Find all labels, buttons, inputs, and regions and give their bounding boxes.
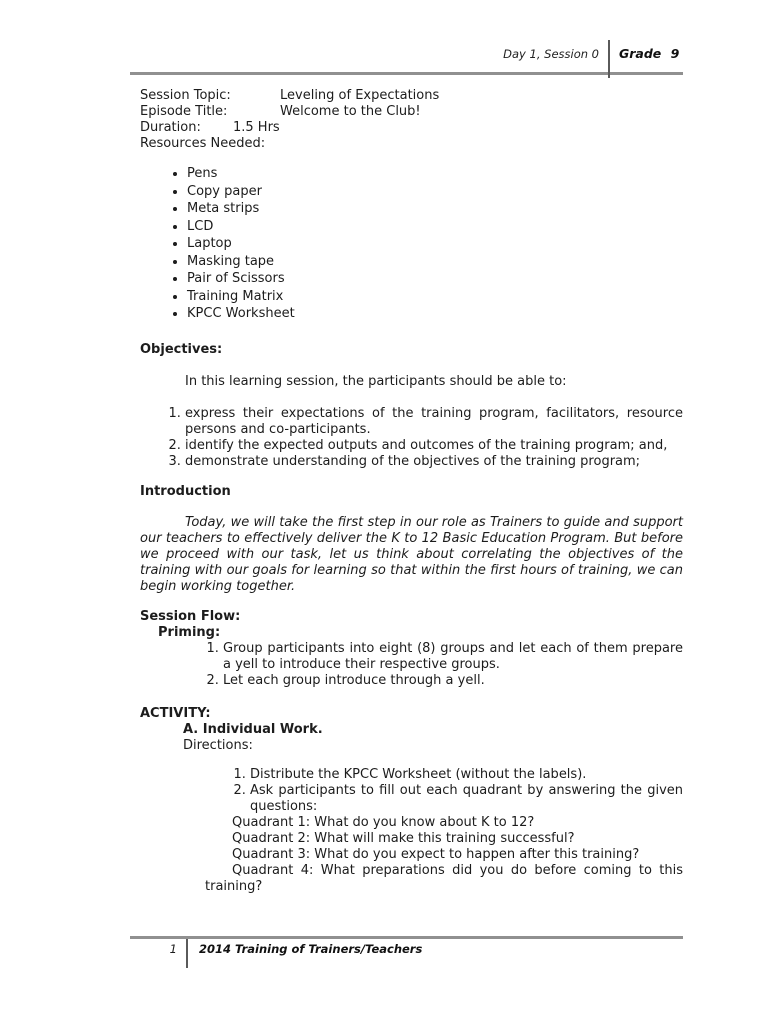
introduction-paragraph: Today, we will take the first step in our role as Trainers to guide and support our teachers to effectively deliver the K to 12 Basic Education Program. But before we proceed with our task, let us think about correlating the objectives of the training with our goals for learning so that within the first hours of training, we can begin working together. bbox=[140, 514, 683, 594]
session-flow-heading: Session Flow: bbox=[140, 608, 241, 624]
resource-item: • Pair of Scissors bbox=[187, 270, 683, 288]
objective-item: 1. express their expectations of the training program, facilitators, resource persons and co-participants. bbox=[185, 406, 683, 438]
resource-item: • Copy paper bbox=[187, 183, 683, 201]
resource-item: • Meta strips bbox=[187, 200, 683, 218]
resource-item: • Masking tape bbox=[187, 253, 683, 271]
quadrant-question-4: Quadrant 4: What preparations did you do before coming to this training? bbox=[205, 862, 683, 894]
directions-label: Directions: bbox=[183, 737, 253, 753]
objective-item: 2. identify the expected outputs and outcomes of the training program; and, bbox=[185, 438, 683, 454]
duration-label: Duration: bbox=[140, 120, 201, 135]
objectives-heading: Objectives: bbox=[140, 341, 223, 357]
resource-item: • KPCC Worksheet bbox=[187, 305, 683, 323]
meta-row-duration bbox=[140, 120, 683, 136]
priming-step: 2. Let each group introduce through a yell. bbox=[223, 673, 683, 689]
quadrant-question-1: Quadrant 1: What do you know about K to 12? bbox=[232, 814, 535, 830]
resource-item: • Laptop bbox=[187, 235, 683, 253]
introduction-heading: Introduction bbox=[140, 483, 231, 499]
episode-title-label: Episode Title: bbox=[140, 104, 228, 119]
priming-steps-list bbox=[140, 641, 683, 689]
directions-steps-list bbox=[140, 767, 683, 815]
direction-step: 2. Ask participants to fill out each quadrant by answering the given questions: bbox=[250, 783, 683, 815]
document-body bbox=[140, 88, 683, 895]
quadrant-question-2: Quadrant 2: What will make this training successful? bbox=[232, 830, 575, 846]
header-grade-label: Grade 9 bbox=[619, 46, 680, 61]
page-header bbox=[130, 40, 683, 75]
session-topic-label: Session Topic: bbox=[140, 88, 231, 103]
meta-row-session-topic bbox=[140, 88, 683, 104]
footer-text: 2014 Training of Trainers/Teachers bbox=[199, 942, 423, 956]
priming-step: 1. Group participants into eight (8) groups and let each of them prepare a yell to introduce their respective groups. bbox=[223, 641, 683, 673]
resources-list bbox=[140, 165, 683, 323]
page-footer bbox=[130, 936, 683, 968]
resource-item: • Training Matrix bbox=[187, 288, 683, 306]
direction-step: 1. Distribute the KPCC Worksheet (without the labels). bbox=[250, 767, 683, 783]
session-topic-value: Leveling of Expectations bbox=[280, 88, 440, 103]
episode-title-value: Welcome to the Club! bbox=[280, 104, 421, 119]
activity-subheading: A. Individual Work. bbox=[183, 721, 323, 737]
page-number: 1 bbox=[169, 942, 177, 956]
duration-value: 1.5 Hrs bbox=[233, 120, 280, 135]
resources-needed-label: Resources Needed: bbox=[140, 136, 266, 151]
resource-item: • Pens bbox=[187, 165, 683, 183]
activity-heading: ACTIVITY: bbox=[140, 705, 211, 721]
priming-heading: Priming: bbox=[158, 624, 221, 640]
objectives-intro: In this learning session, the participants should be able to: bbox=[185, 373, 567, 389]
resource-item: • LCD bbox=[187, 218, 683, 236]
objectives-list bbox=[140, 406, 683, 470]
objective-item: 3. demonstrate understanding of the objectives of the training program; bbox=[185, 454, 683, 470]
quadrant-question-3: Quadrant 3: What do you expect to happen after this training? bbox=[232, 846, 640, 862]
meta-row-resources bbox=[140, 136, 683, 152]
header-session-label: Day 1, Session 0 bbox=[503, 47, 599, 61]
meta-row-episode-title bbox=[140, 104, 683, 120]
